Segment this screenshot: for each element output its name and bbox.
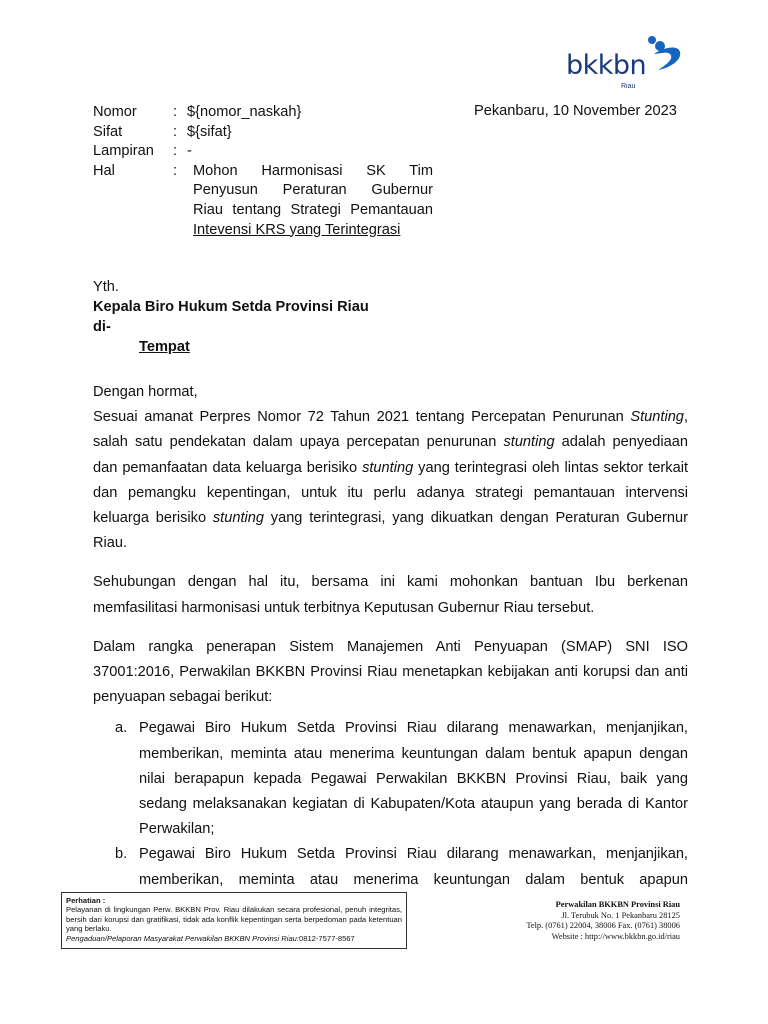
list-marker: b. [115,846,128,863]
bkkbn-logo-mark-icon [642,34,688,74]
salutation: Yth. [93,279,119,295]
text-run: adalah penyediaan dan pemanfaatan data keluarga berisiko [93,434,688,476]
meta-nomor [93,103,433,123]
logo-subtitle: Riau [621,83,636,90]
list-marker: a. [115,720,128,737]
subject-line: Intevensi KRS yang Terintegrasi [193,221,401,238]
recipient-block [93,277,369,357]
meta-value: - [187,143,192,160]
policy-list [93,716,688,892]
bkkbn-logo [566,34,688,92]
text-run: Sesuai amanat Perpres Nomor 72 Tahun 2021 tentang Percepatan Penurunan [93,409,631,426]
meta-value: ${sifat} [187,123,232,140]
meta-label: Sifat [93,123,123,140]
subject-line: Penyusun Peraturan Gubernur [193,182,433,199]
text-run-italic: stunting [362,459,414,476]
notice-box [61,892,407,949]
subject-line: Riau tentang Strategi Pemantauan [193,201,433,218]
meta-label: Hal [93,162,115,179]
address-street: Jl. Terubuk No. 1 Pekanbaru 28125 [561,910,680,920]
meta-label: Lampiran [93,143,154,160]
address-website: Website : http://www.bkkbn.go.id/riau [551,931,680,941]
greeting: Dengan hormat, [93,384,198,400]
paragraph-3: Dalam rangka penerapan Sistem Manajemen Anti Penyuapan (SMAP) SNI ISO 37001:2016, Perwakilan BKKBN Provinsi Riau menetapkan kebijakan anti korupsi dan anti penyuapan sebagai berikut: [93,638,688,706]
address-org: Perwakilan BKKBN Provinsi Riau [555,900,680,909]
notice-contact [66,934,402,943]
notice-contact-number: 0812-7577-8567 [299,933,355,943]
text-run-italic: Stunting [630,409,684,426]
text-run: yang terintegrasi oleh lintas sektor terkait dan pemangku kepentingan, untuk itu perlu adanya strategi pemantauan intervensi keluarga berisiko [93,459,688,527]
list-item-text: Pegawai Biro Hukum Setda Provinsi Riau dilarang menawarkan, menjanjikan, memberikan, meminta atau menerima keuntungan dalam bentuk apapun [139,846,688,888]
list-item-text: Pegawai Biro Hukum Setda Provinsi Riau dilarang menawarkan, menjanjikan, memberikan, meminta atau menerima keuntungan dalam bentuk apapun dengan nilai berapapun kepada Pegawai Perwakilan BKKBN Provinsi Riau, baik yang sedang melaksanakan kegiatan di Kabupaten/Kota ataupun yang berada di Kantor Perwakilan; [139,720,688,838]
letter-meta [93,103,433,240]
recipient-place: Tempat [139,339,190,355]
text-run-italic: stunting [212,510,264,527]
notice-contact-label: Pengaduan/Pelaporan Masyarakat Perwakilan BKKBN Provinsi Riau: [66,933,299,943]
text-run: yang terintegrasi, yang dikuatkan dengan Peraturan Gubernur Riau. [93,510,688,552]
text-run: , salah satu pendekatan dalam upaya percepatan penurunan [93,409,688,451]
meta-lampiran [93,142,433,162]
address-phone: Telp. (0761) 22004, 38006 Fax. (0761) 38006 [526,921,680,931]
letter-date: Pekanbaru, 10 November 2023 [474,103,677,119]
paragraph-2: Sehubungan dengan hal itu, bersama ini kami mohonkan bantuan Ibu berkenan memfasilitasi harmonisasi untuk terbitnya Keputusan Gubernur Riau tersebut. [93,574,688,616]
list-item [93,842,688,892]
meta-colon: : [173,143,178,160]
meta-hal [93,162,433,240]
subject-text [193,162,433,240]
notice-title: Perhatian : [66,896,106,905]
subject-line: Mohon Harmonisasi SK Tim [193,162,433,179]
meta-colon: : [173,123,178,140]
recipient-di: di- [93,319,111,335]
meta-value: ${nomor_naskah} [187,104,302,120]
recipient-name: Kepala Biro Hukum Setda Provinsi Riau [93,299,369,315]
list-item [93,716,688,842]
paragraph-1 [93,405,688,556]
logo-wordmark: bkkbn [566,50,647,81]
text-run-italic: stunting [503,434,555,451]
meta-label: Nomor [93,104,137,120]
meta-colon: : [173,162,178,179]
meta-colon: : [173,104,178,120]
office-address [460,900,680,942]
notice-body: Pelayanan di lingkungan Perw. BKKBN Prov. Riau dilakukan secara profesional, penuh integritas, bersih dari korupsi dan gratifikasi, tidak ada konflik kepentingan serta berpedoman pada ketentuan yang berlaku. [66,905,402,934]
meta-sifat [93,123,433,143]
letter-body [93,380,688,893]
